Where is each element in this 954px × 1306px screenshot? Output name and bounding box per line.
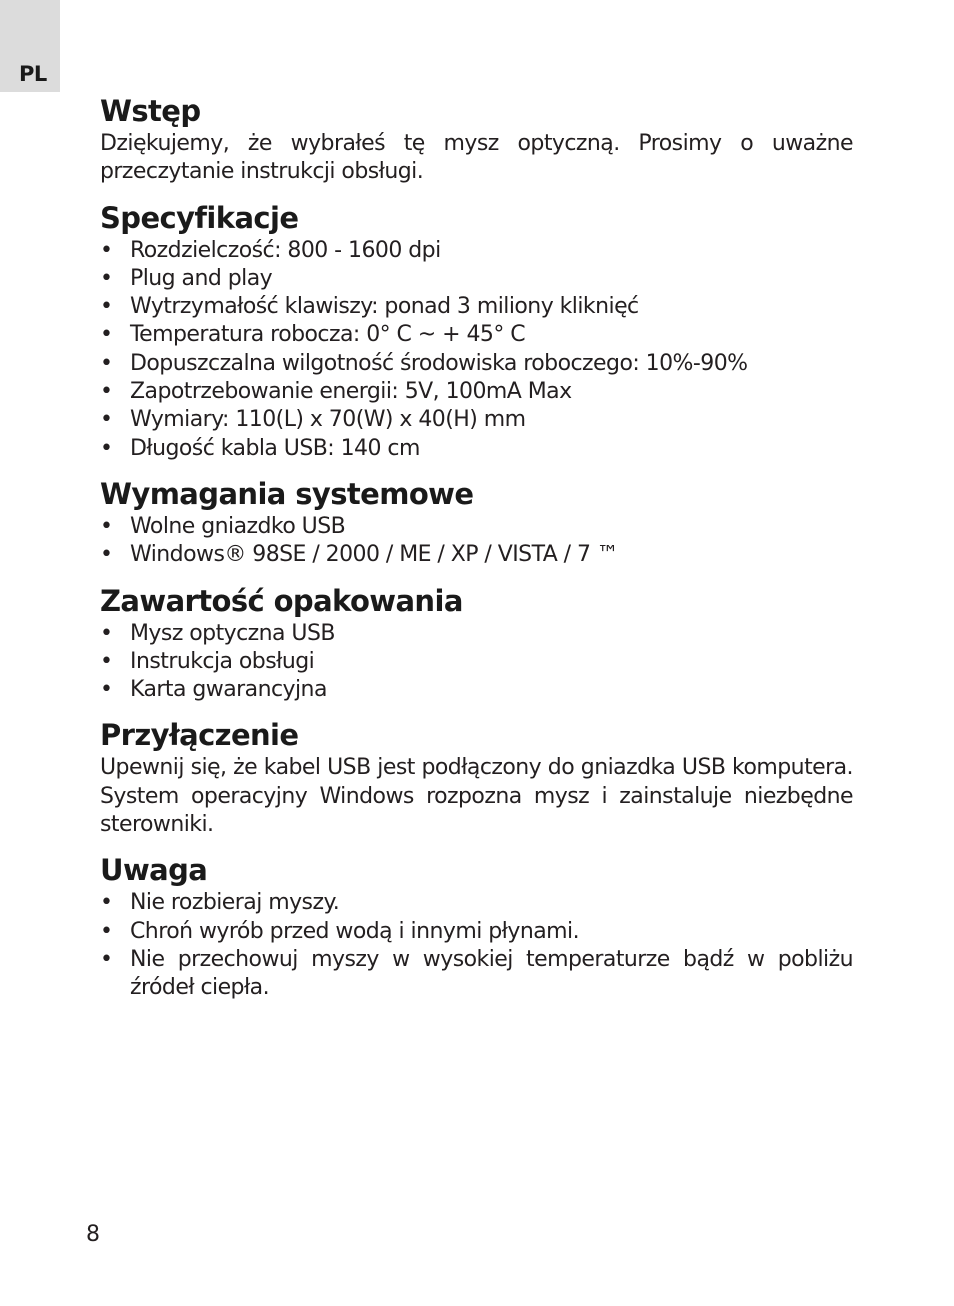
bullet: • <box>100 237 113 263</box>
list-item <box>100 350 853 378</box>
list-item <box>100 541 853 569</box>
bullet: • <box>100 435 113 461</box>
bullet: • <box>100 677 113 703</box>
bullet: • <box>100 890 113 916</box>
list-item-text: Plug and play <box>130 265 273 291</box>
list-item <box>100 293 853 321</box>
list-item-text: Instrukcja obsługi <box>130 648 315 674</box>
list-item <box>100 918 853 946</box>
list-item-text: Temperatura robocza: 0° C ~ + 45° C <box>130 322 526 348</box>
list-item-text: Chroń wyrób przed wodą i innymi płynami. <box>130 918 580 944</box>
section-heading-intro: Wstęp <box>100 94 201 128</box>
bullet: • <box>100 265 113 291</box>
package-list <box>100 620 853 705</box>
list-item-text: Nie rozbieraj myszy. <box>130 890 340 916</box>
list-item-text: Długość kabla USB: 140 cm <box>130 435 420 461</box>
list-item <box>100 513 853 541</box>
list-item <box>100 378 853 406</box>
bullet: • <box>100 350 113 376</box>
language-tab <box>0 0 60 92</box>
list-item-text: Wolne gniazdko USB <box>130 513 346 539</box>
bullet: • <box>100 407 113 433</box>
list-item <box>100 321 853 349</box>
warning-list <box>100 889 853 1002</box>
bullet: • <box>100 294 113 320</box>
list-item-text: Rozdzielczość: 800 - 1600 dpi <box>130 237 441 263</box>
list-item <box>100 237 853 265</box>
list-item <box>100 265 853 293</box>
list-item-text: Windows® 98SE / 2000 / ME / XP / VISTA / 7 ™ <box>130 542 619 568</box>
section-heading-requirements: Wymagania systemowe <box>100 476 474 511</box>
list-item-text: Karta gwarancyjna <box>130 677 327 703</box>
list-item <box>100 946 853 1003</box>
list-item-text: Dopuszczalna wilgotność środowiska roboczego: 10%-90% <box>130 350 748 376</box>
list-item <box>100 406 853 434</box>
section-heading-specs: Specyfikacje <box>100 200 299 235</box>
bullet: • <box>100 946 113 972</box>
bullet: • <box>100 918 113 944</box>
list-item <box>100 435 853 463</box>
section-heading-connection: Przyłączenie <box>100 718 299 753</box>
section-heading-package: Zawartość opakowania <box>100 583 463 618</box>
connection-paragraph: Upewnij się, że kabel USB jest podłączony do gniazdka USB komputera. System operacyjny Windows rozpozna mysz i zainstaluje niezbędne sterowniki. <box>100 755 853 838</box>
list-item-text: Zapotrzebowanie energii: 5V, 100mA Max <box>130 379 572 405</box>
bullet: • <box>100 542 113 568</box>
list-item-text: Wymiary: 110(L) x 70(W) x 40(H) mm <box>130 407 526 433</box>
bullet: • <box>100 322 113 348</box>
list-item-text: Wytrzymałość klawiszy: ponad 3 miliony kliknięć <box>130 294 639 320</box>
list-item <box>100 648 853 676</box>
intro-paragraph: Dziękujemy, że wybrałeś tę mysz optyczną. Prosimy o uważne przeczytanie instrukcji obsługi. <box>100 131 853 185</box>
manual-content <box>100 92 853 1003</box>
section-heading-warning: Uwaga <box>100 853 208 888</box>
page-number: 8 <box>86 1222 100 1247</box>
language-tab-label: PL <box>19 62 47 86</box>
requirements-list <box>100 513 853 570</box>
list-item <box>100 676 853 704</box>
bullet: • <box>100 620 113 646</box>
specs-list <box>100 237 853 463</box>
list-item <box>100 889 853 917</box>
bullet: • <box>100 648 113 674</box>
list-item-text: Mysz optyczna USB <box>130 620 335 646</box>
bullet: • <box>100 513 113 539</box>
list-item <box>100 620 853 648</box>
list-item-text: Nie przechowuj myszy w wysokiej temperaturze bądź w pobliżu źródeł ciepła. <box>130 946 853 1001</box>
bullet: • <box>100 379 113 405</box>
